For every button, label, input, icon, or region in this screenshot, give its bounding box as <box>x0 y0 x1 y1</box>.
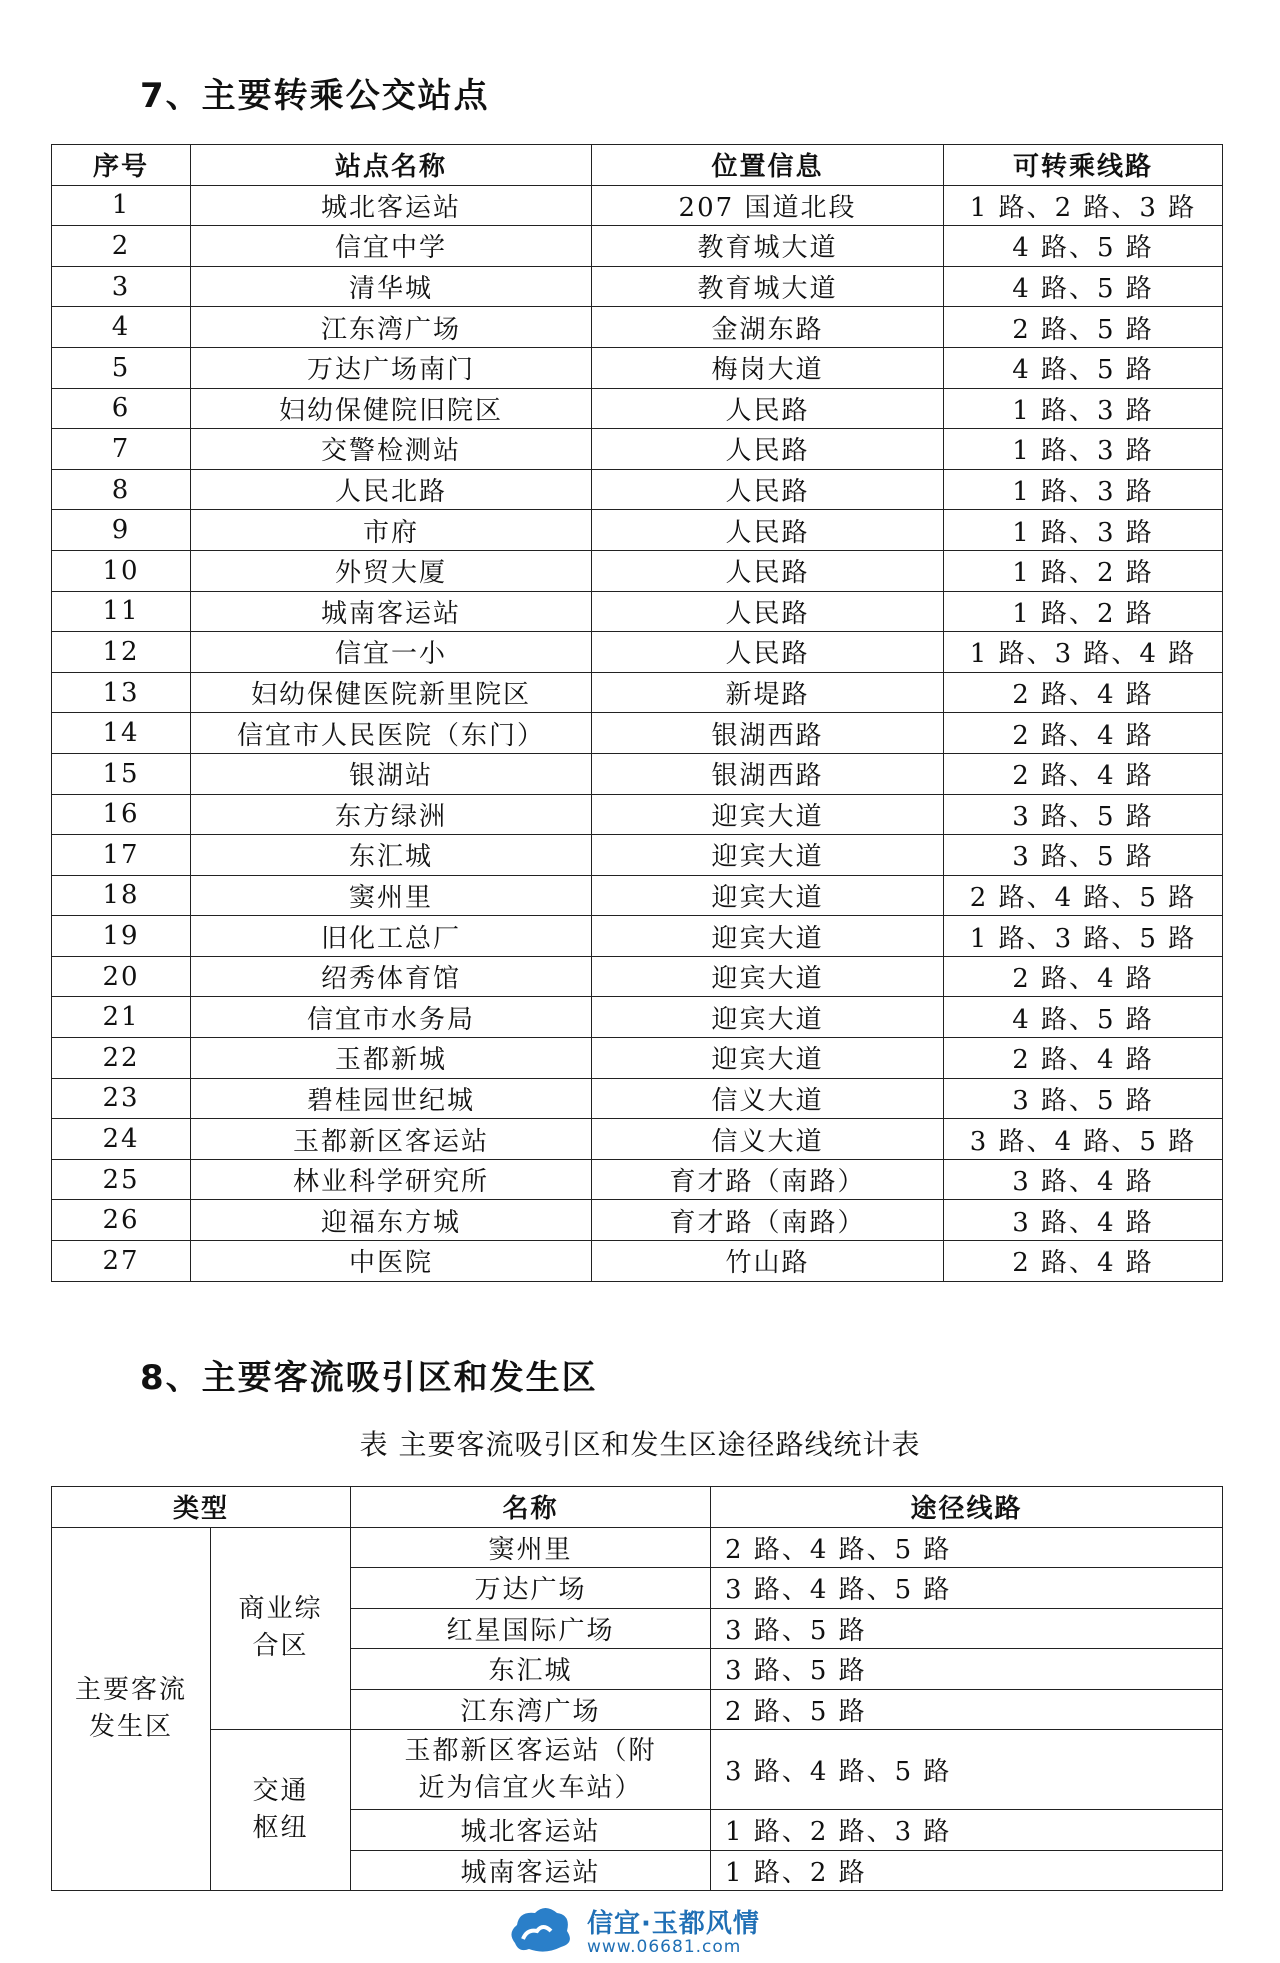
place-name-cell: 玉都新区客运站（附近为信宜火车站） <box>351 1730 711 1810</box>
stop-name-cell: 清华城 <box>191 266 592 307</box>
stop-location-cell: 银湖西路 <box>592 713 944 754</box>
stop-location-cell: 育才路（南路） <box>592 1159 944 1200</box>
stop-index-cell: 24 <box>52 1119 191 1160</box>
column-header-stop-name: 站点名称 <box>191 145 592 186</box>
route-list-cell: 1 路、2 路 <box>711 1850 1223 1891</box>
stop-index-cell: 1 <box>52 185 191 226</box>
stop-name-cell: 城北客运站 <box>191 185 592 226</box>
stop-name-cell: 林业科学研究所 <box>191 1159 592 1200</box>
stop-index-cell: 19 <box>52 916 191 957</box>
stop-index-cell: 26 <box>52 1200 191 1241</box>
stop-index-cell: 18 <box>52 875 191 916</box>
route-list-cell: 3 路、4 路、5 路 <box>711 1730 1223 1810</box>
route-list-cell: 3 路、5 路 <box>711 1608 1223 1649</box>
stop-routes-cell: 2 路、4 路 <box>944 713 1223 754</box>
stop-index-cell: 2 <box>52 226 191 267</box>
stop-name-cell: 碧桂园世纪城 <box>191 1078 592 1119</box>
route-list-cell: 2 路、4 路、5 路 <box>711 1527 1223 1568</box>
table-row <box>52 185 1223 226</box>
stop-index-cell: 6 <box>52 388 191 429</box>
stop-index-cell: 17 <box>52 835 191 876</box>
table-row <box>52 1038 1223 1079</box>
stop-name-cell: 信宜一小 <box>191 632 592 673</box>
column-header-name: 名称 <box>351 1487 711 1528</box>
stop-location-cell: 人民路 <box>592 632 944 673</box>
stop-name-cell: 妇幼保健医院新里院区 <box>191 672 592 713</box>
stop-routes-cell: 3 路、4 路 <box>944 1159 1223 1200</box>
table-header-row <box>52 145 1223 186</box>
stop-name-cell: 外贸大厦 <box>191 550 592 591</box>
section-7-heading: 7、主要转乘公交站点 <box>140 76 490 116</box>
stop-routes-cell: 2 路、4 路 <box>944 672 1223 713</box>
stop-index-cell: 7 <box>52 429 191 470</box>
stop-name-cell: 旧化工总厂 <box>191 916 592 957</box>
table-row <box>52 1527 1223 1568</box>
stop-location-cell: 信义大道 <box>592 1119 944 1160</box>
stop-name-cell: 信宜中学 <box>191 226 592 267</box>
stop-name-cell: 万达广场南门 <box>191 347 592 388</box>
stop-location-cell: 迎宾大道 <box>592 997 944 1038</box>
stop-location-cell: 人民路 <box>592 510 944 551</box>
stop-index-cell: 16 <box>52 794 191 835</box>
table-row <box>52 713 1223 754</box>
stop-index-cell: 11 <box>52 591 191 632</box>
stop-location-cell: 人民路 <box>592 550 944 591</box>
table-row <box>52 1241 1223 1282</box>
stop-index-cell: 4 <box>52 307 191 348</box>
stop-name-cell: 绍秀体育馆 <box>191 956 592 997</box>
stop-routes-cell: 1 路、3 路 <box>944 429 1223 470</box>
table-row <box>52 307 1223 348</box>
table-row <box>52 875 1223 916</box>
stop-routes-cell: 4 路、5 路 <box>944 997 1223 1038</box>
column-header-location: 位置信息 <box>592 145 944 186</box>
stop-routes-cell: 1 路、3 路 <box>944 510 1223 551</box>
stop-location-cell: 207 国道北段 <box>592 185 944 226</box>
stop-name-cell: 东汇城 <box>191 835 592 876</box>
stop-location-cell: 迎宾大道 <box>592 794 944 835</box>
cloud-logo-icon <box>505 1903 575 1959</box>
section-8-heading: 8、主要客流吸引区和发生区 <box>140 1358 598 1398</box>
stop-name-cell: 城南客运站 <box>191 591 592 632</box>
table-row <box>52 956 1223 997</box>
stop-name-cell: 玉都新区客运站 <box>191 1119 592 1160</box>
table-row <box>52 1119 1223 1160</box>
route-list-cell: 2 路、5 路 <box>711 1689 1223 1730</box>
route-list-cell: 3 路、4 路、5 路 <box>711 1568 1223 1609</box>
table-header-row <box>52 1487 1223 1528</box>
stop-location-cell: 人民路 <box>592 388 944 429</box>
watermark-url: www.06681.com <box>587 1937 742 1957</box>
stop-location-cell: 育才路（南路） <box>592 1200 944 1241</box>
stop-location-cell: 梅岗大道 <box>592 347 944 388</box>
table-row <box>52 1200 1223 1241</box>
stop-index-cell: 8 <box>52 469 191 510</box>
table-row <box>52 1159 1223 1200</box>
stop-routes-cell: 2 路、4 路、5 路 <box>944 875 1223 916</box>
stop-routes-cell: 4 路、5 路 <box>944 266 1223 307</box>
table-row <box>52 794 1223 835</box>
stop-index-cell: 22 <box>52 1038 191 1079</box>
category-label-cell: 交通枢纽 <box>211 1730 351 1891</box>
stop-index-cell: 25 <box>52 1159 191 1200</box>
table-row <box>52 347 1223 388</box>
table-row <box>52 550 1223 591</box>
place-name-cell: 窦州里 <box>351 1527 711 1568</box>
stop-index-cell: 21 <box>52 997 191 1038</box>
table-caption: 表 主要客流吸引区和发生区途径路线统计表 <box>359 1428 921 1461</box>
watermark-logo <box>505 1903 795 1959</box>
stop-routes-cell: 3 路、4 路 <box>944 1200 1223 1241</box>
passenger-flow-table <box>51 1486 1223 1891</box>
stop-routes-cell: 1 路、3 路、5 路 <box>944 916 1223 957</box>
stop-location-cell: 银湖西路 <box>592 753 944 794</box>
stop-location-cell: 人民路 <box>592 469 944 510</box>
stop-name-cell: 信宜市人民医院（东门） <box>191 713 592 754</box>
table-row <box>52 591 1223 632</box>
table-row <box>52 469 1223 510</box>
stop-index-cell: 5 <box>52 347 191 388</box>
table-row <box>52 835 1223 876</box>
table-row <box>52 388 1223 429</box>
place-name-cell: 红星国际广场 <box>351 1608 711 1649</box>
column-header-index: 序号 <box>52 145 191 186</box>
watermark-text: 信宜·玉都风情 <box>587 1909 760 1939</box>
stop-routes-cell: 2 路、5 路 <box>944 307 1223 348</box>
stop-routes-cell: 2 路、4 路 <box>944 1038 1223 1079</box>
stop-index-cell: 15 <box>52 753 191 794</box>
stop-index-cell: 10 <box>52 550 191 591</box>
stop-routes-cell: 1 路、2 路 <box>944 591 1223 632</box>
stop-location-cell: 竹山路 <box>592 1241 944 1282</box>
stop-location-cell: 金湖东路 <box>592 307 944 348</box>
stop-location-cell: 人民路 <box>592 591 944 632</box>
route-list-cell: 3 路、5 路 <box>711 1649 1223 1690</box>
route-list-cell: 1 路、2 路、3 路 <box>711 1810 1223 1851</box>
group-label-cell: 主要客流发生区 <box>52 1527 211 1891</box>
stop-index-cell: 3 <box>52 266 191 307</box>
stop-routes-cell: 4 路、5 路 <box>944 226 1223 267</box>
table-row <box>52 429 1223 470</box>
stop-index-cell: 20 <box>52 956 191 997</box>
table-row <box>52 226 1223 267</box>
stop-index-cell: 13 <box>52 672 191 713</box>
stop-routes-cell: 3 路、5 路 <box>944 1078 1223 1119</box>
stop-name-cell: 迎福东方城 <box>191 1200 592 1241</box>
place-name-cell: 城南客运站 <box>351 1850 711 1891</box>
table-row <box>52 753 1223 794</box>
stop-name-cell: 银湖站 <box>191 753 592 794</box>
table-row <box>52 997 1223 1038</box>
stop-location-cell: 教育城大道 <box>592 266 944 307</box>
stop-routes-cell: 1 路、2 路、3 路 <box>944 185 1223 226</box>
table-row <box>52 510 1223 551</box>
stop-routes-cell: 1 路、3 路 <box>944 388 1223 429</box>
stop-name-cell: 妇幼保健院旧院区 <box>191 388 592 429</box>
stop-routes-cell: 2 路、4 路 <box>944 956 1223 997</box>
stop-location-cell: 信义大道 <box>592 1078 944 1119</box>
stop-location-cell: 人民路 <box>592 429 944 470</box>
table-row <box>52 1730 1223 1810</box>
stop-location-cell: 迎宾大道 <box>592 916 944 957</box>
stop-routes-cell: 3 路、5 路 <box>944 835 1223 876</box>
stop-routes-cell: 2 路、4 路 <box>944 753 1223 794</box>
stop-location-cell: 迎宾大道 <box>592 875 944 916</box>
place-name-cell: 万达广场 <box>351 1568 711 1609</box>
column-header-routes: 途径线路 <box>711 1487 1223 1528</box>
place-name-cell: 东汇城 <box>351 1649 711 1690</box>
stop-index-cell: 23 <box>52 1078 191 1119</box>
stop-index-cell: 14 <box>52 713 191 754</box>
stop-routes-cell: 4 路、5 路 <box>944 347 1223 388</box>
stop-routes-cell: 1 路、2 路 <box>944 550 1223 591</box>
place-name-cell: 城北客运站 <box>351 1810 711 1851</box>
stop-location-cell: 迎宾大道 <box>592 835 944 876</box>
stop-location-cell: 迎宾大道 <box>592 956 944 997</box>
stop-name-cell: 东方绿洲 <box>191 794 592 835</box>
stop-routes-cell: 3 路、4 路、5 路 <box>944 1119 1223 1160</box>
stop-name-cell: 交警检测站 <box>191 429 592 470</box>
stop-name-cell: 人民北路 <box>191 469 592 510</box>
stop-routes-cell: 1 路、3 路、4 路 <box>944 632 1223 673</box>
table-row <box>52 266 1223 307</box>
stop-index-cell: 12 <box>52 632 191 673</box>
stop-name-cell: 中医院 <box>191 1241 592 1282</box>
stop-index-cell: 27 <box>52 1241 191 1282</box>
table-row <box>52 916 1223 957</box>
stop-name-cell: 江东湾广场 <box>191 307 592 348</box>
table-row <box>52 672 1223 713</box>
place-name-cell: 江东湾广场 <box>351 1689 711 1730</box>
table-row <box>52 632 1223 673</box>
table-row <box>52 1078 1223 1119</box>
stop-location-cell: 新堤路 <box>592 672 944 713</box>
stop-location-cell: 迎宾大道 <box>592 1038 944 1079</box>
stop-routes-cell: 1 路、3 路 <box>944 469 1223 510</box>
column-header-routes: 可转乘线路 <box>944 145 1223 186</box>
stop-routes-cell: 2 路、4 路 <box>944 1241 1223 1282</box>
stop-location-cell: 教育城大道 <box>592 226 944 267</box>
stop-routes-cell: 3 路、5 路 <box>944 794 1223 835</box>
category-label-cell: 商业综合区 <box>211 1527 351 1730</box>
column-header-type: 类型 <box>52 1487 351 1528</box>
transfer-stops-table <box>51 144 1223 1282</box>
stop-name-cell: 窦州里 <box>191 875 592 916</box>
stop-name-cell: 市府 <box>191 510 592 551</box>
stop-name-cell: 信宜市水务局 <box>191 997 592 1038</box>
stop-name-cell: 玉都新城 <box>191 1038 592 1079</box>
stop-index-cell: 9 <box>52 510 191 551</box>
